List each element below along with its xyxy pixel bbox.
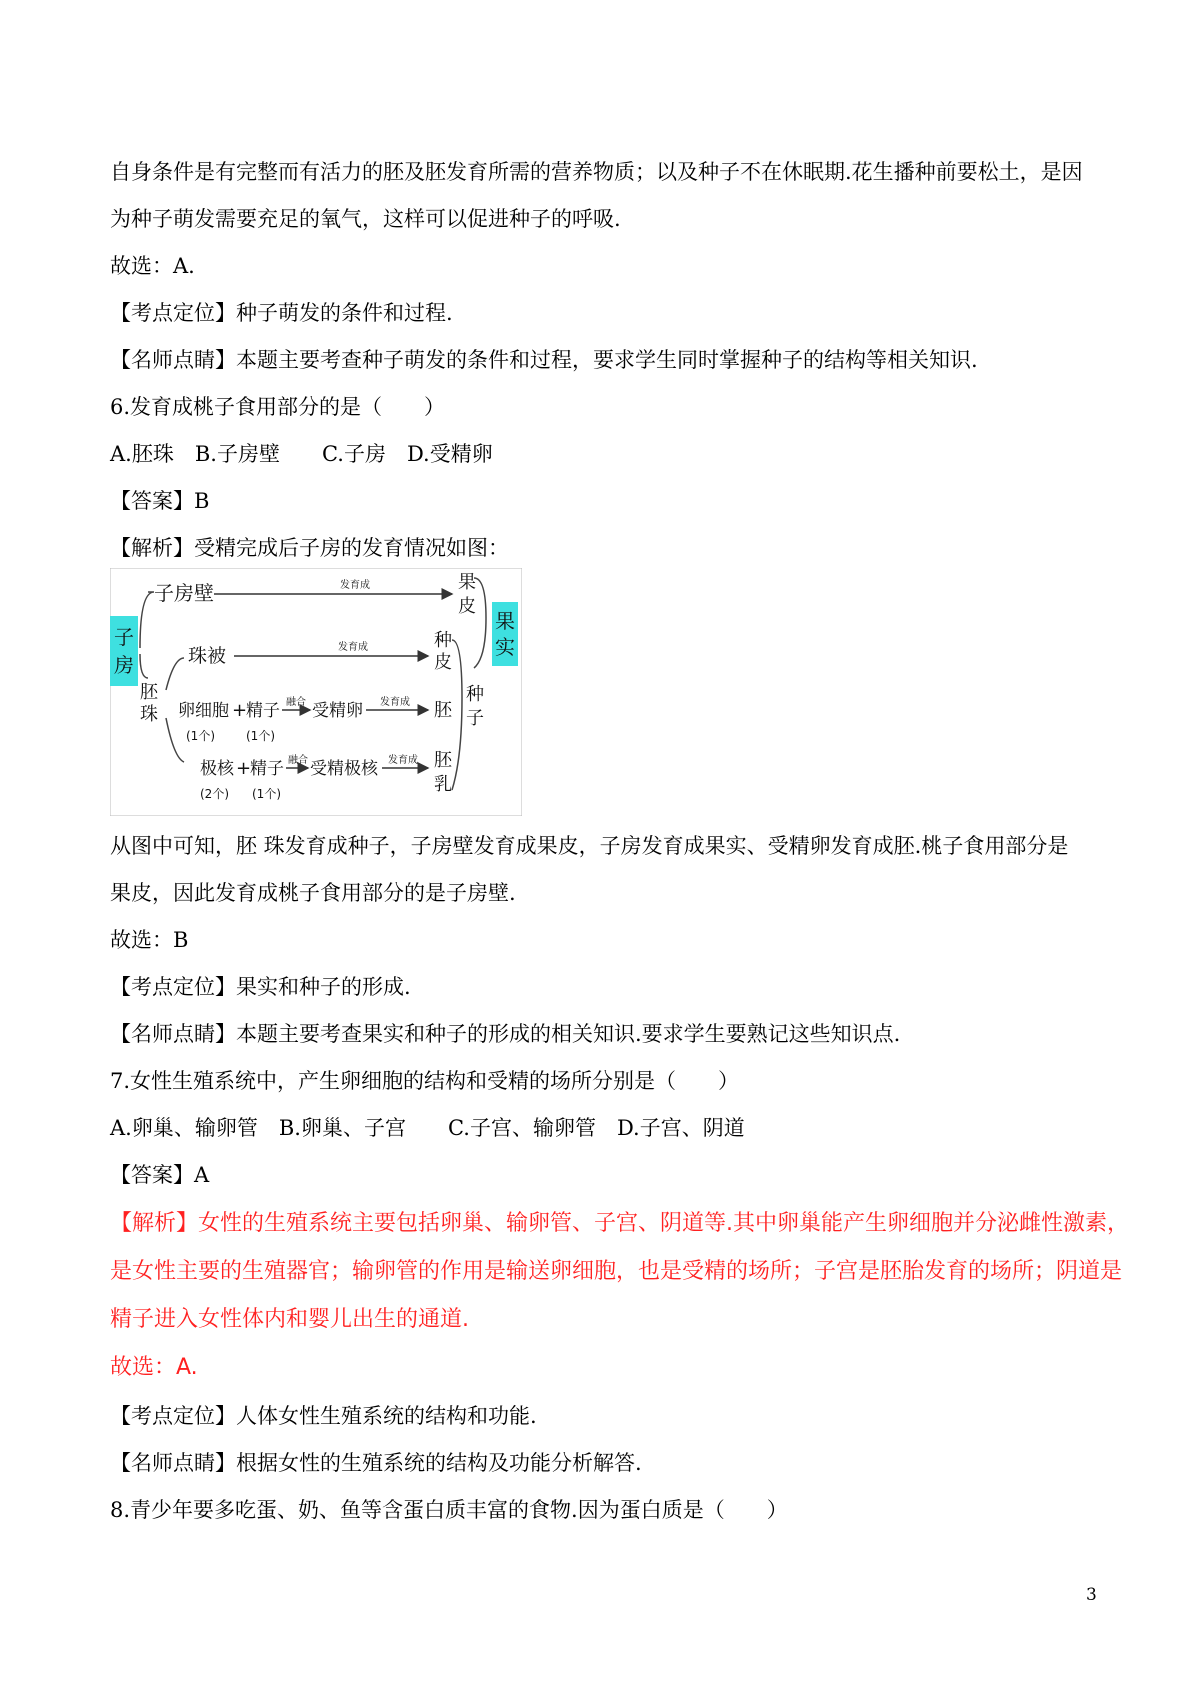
answer-choice-6: 故选：B — [110, 928, 189, 952]
sperm-label: 精子 — [246, 701, 280, 721]
seed-coat-label: 种 — [434, 630, 452, 651]
svg-text:珠: 珠 — [140, 704, 158, 725]
pericarp-label: 果 — [458, 572, 476, 593]
knowledge-point: 【考点定位】种子萌发的条件和过程. — [110, 301, 453, 325]
svg-text:融合: 融合 — [286, 697, 306, 708]
svg-text:皮: 皮 — [434, 652, 452, 673]
egg-cell-label: 卵细胞 — [178, 701, 229, 721]
endosperm-label: 胚 — [434, 750, 452, 771]
question-7-options: A.卵巢、输卵管 B.卵巢、子宫 C.子宫、输卵管 D.子宫、阴道 — [110, 1116, 745, 1140]
knowledge-point-6: 【考点定位】果实和种子的形成. — [110, 975, 411, 999]
question-8: 8.青少年要多吃蛋、奶、鱼等含蛋白质丰富的食物.因为蛋白质是（ ） — [110, 1498, 788, 1522]
svg-text:(2个): (2个) — [200, 787, 229, 801]
ovule-label: 胚 — [140, 682, 158, 703]
question-6-answer: 【答案】B — [110, 489, 210, 513]
svg-text:发育成: 发育成 — [340, 580, 370, 591]
analysis-line-1: 从图中可知，胚 珠发育成种子，子房壁发育成果皮，子房发育成果实、受精卵发育成胚.桃子食用部分是 — [110, 834, 1069, 858]
sperm-label-2: 精子 — [250, 759, 284, 779]
svg-text:乳: 乳 — [434, 774, 452, 795]
svg-text:实: 实 — [495, 635, 515, 659]
question-6-options: A.胚珠 B.子房壁 C.子房 D.受精卵 — [110, 442, 493, 466]
question-7-analysis-2: 是女性主要的生殖器官；输卵管的作用是输送卵细胞，也是受精的场所；子宫是胚胎发育的场所；阴道是 — [110, 1259, 1123, 1284]
ovary-wall-label: 子房壁 — [154, 581, 214, 605]
teacher-comment: 【名师点睛】本题主要考查种子萌发的条件和过程，要求学生同时掌握种子的结构等相关知识. — [110, 348, 978, 372]
svg-text:(1个): (1个) — [186, 729, 215, 743]
teacher-comment-6: 【名师点睛】本题主要考查果实和种子的形成的相关知识.要求学生要熟记这些知识点. — [110, 1022, 901, 1046]
svg-text:发育成: 发育成 — [380, 697, 410, 708]
body-line-1: 自身条件是有完整而有活力的胚及胚发育所需的营养物质；以及种子不在休眠期.花生播种前要松土，是因 — [110, 160, 1083, 184]
svg-text:(1个): (1个) — [252, 787, 281, 801]
body-line-2: 为种子萌发需要充足的氧气，这样可以促进种子的呼吸. — [110, 207, 621, 231]
question-7: 7.女性生殖系统中，产生卵细胞的结构和受精的场所分别是（ ） — [110, 1069, 740, 1093]
question-7-analysis-3: 精子进入女性体内和婴儿出生的通道. — [110, 1307, 469, 1332]
teacher-comment-7: 【名师点睛】根据女性的生殖系统的结构及功能分析解答. — [110, 1451, 642, 1475]
fruit-label: 果 — [495, 609, 515, 633]
ovary-development-diagram — [110, 568, 522, 816]
question-6: 6.发育成桃子食用部分的是（ ） — [110, 395, 446, 419]
question-7-answer: 【答案】A — [110, 1163, 210, 1187]
svg-text:房: 房 — [114, 653, 134, 677]
svg-text:(1个): (1个) — [246, 729, 275, 743]
svg-text:+: + — [236, 758, 252, 779]
knowledge-point-7: 【考点定位】人体女性生殖系统的结构和功能. — [110, 1404, 537, 1428]
zygote-label: 受精卵 — [312, 701, 363, 721]
svg-text:+: + — [232, 700, 248, 721]
ovary-label: 子 — [114, 625, 134, 649]
seed-label: 种 — [466, 684, 484, 705]
embryo-label: 胚 — [434, 700, 452, 721]
svg-text:发育成: 发育成 — [388, 755, 418, 766]
question-6-analysis: 【解析】受精完成后子房的发育情况如图： — [110, 536, 509, 560]
svg-text:皮: 皮 — [458, 596, 476, 617]
fertilized-polar-label: 受精极核 — [310, 759, 378, 779]
analysis-line-2: 果皮，因此发育成桃子食用部分的是子房壁. — [110, 881, 516, 905]
svg-text:子: 子 — [466, 708, 484, 729]
page-number: 3 — [1086, 1585, 1097, 1605]
answer-choice-7: 故选：A. — [110, 1355, 198, 1380]
question-7-analysis-1: 【解析】女性的生殖系统主要包括卵巢、输卵管、子宫、阴道等.其中卵巢能产生卵细胞并分泌雌性激素， — [110, 1211, 1129, 1236]
svg-text:发育成: 发育成 — [338, 642, 368, 653]
answer-choice: 故选：A. — [110, 254, 195, 278]
svg-text:融合: 融合 — [288, 755, 308, 766]
polar-nuclei-label: 极核 — [200, 759, 234, 779]
integument-label: 珠被 — [188, 645, 227, 667]
